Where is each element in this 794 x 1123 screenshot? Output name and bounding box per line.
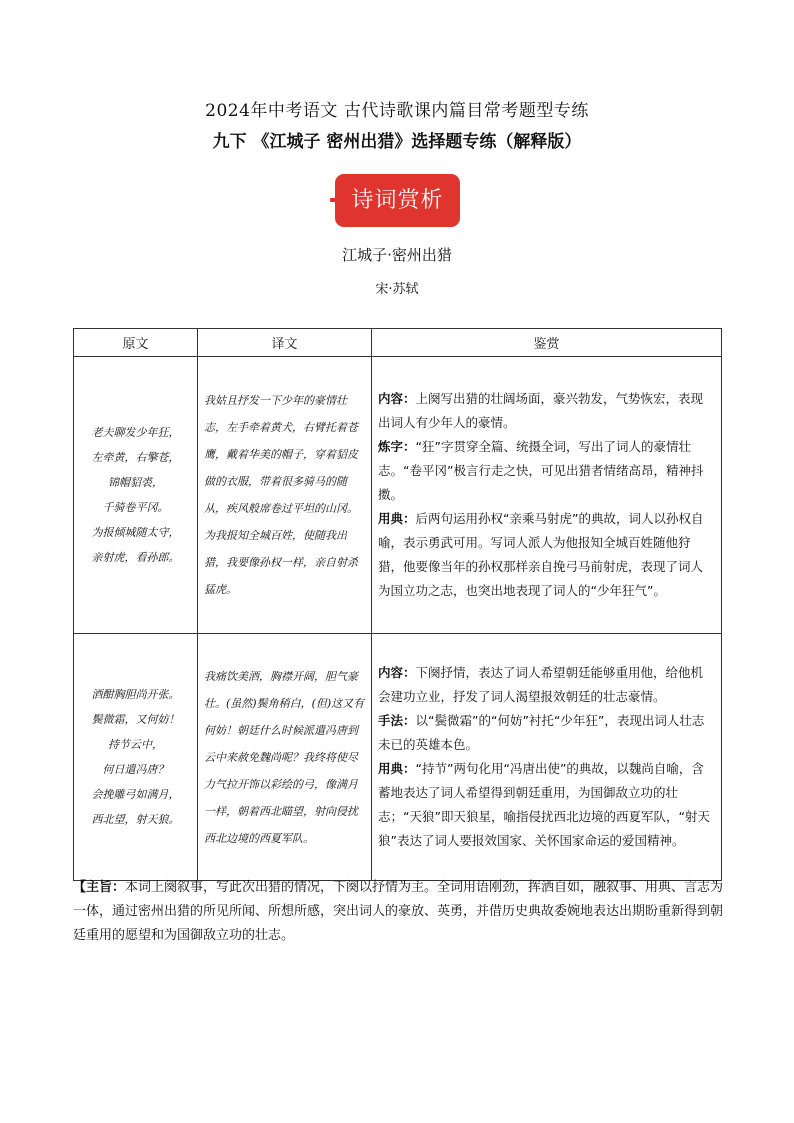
appreciation-text: 下阕抒情，表达了词人希望朝廷能够重用他，给他机会建功立业，抒发了词人渴望报效朝廷的壮志豪情。	[378, 665, 704, 704]
original-line: 锦帽貂裘，	[108, 476, 163, 489]
theme-summary-text: 本词上阕叙事，写此次出猎的情况，下阕以抒情为主。全词用语刚劲，挥洒自如，融叙事、用典、言志为一体，通过密州出猎的所见所闻、所想所感，突出词人的豪放、英勇，并借历史典故委婉地表达出期盼重新得到朝廷重用的愿望和为国御敌立功的壮志。	[73, 880, 724, 943]
poem-analysis-table	[73, 328, 722, 881]
translation-cell: 我姑且抒发一下少年的豪情壮志，左手牵着黄犬，右臂托着苍鹰，戴着华美的帽子，穿着貂皮做的衣服，带着很多骑马的随从，疾风般席卷过平坦的山冈。为我报知全城百姓，使随我出猎，我要像孙权一样，亲自射杀猛虎。	[198, 357, 372, 634]
original-line: 为报倾城随太守，	[91, 526, 180, 539]
appreciation-text: 上阕写出猎的壮阔场面，豪兴勃发，气势恢宏，表现出词人有少年人的豪情。	[378, 391, 704, 430]
translation-cell: 我痛饮美酒，胸襟开阔，胆气豪壮。(虽然)鬓角稍白，(但)这又有何妨！朝廷什么时候派遣冯唐到云中来赦免魏尚呢？我终将使尽力气拉开饰以彩绘的弓，像满月一样，朝着西北瞄望，射向侵扰西北边境的西夏军队。	[198, 634, 372, 881]
original-line: 持节云中，	[108, 738, 163, 751]
poem-title: 江城子·密州出猎	[342, 246, 452, 264]
header-translation: 译文	[198, 329, 372, 357]
section-badge	[331, 174, 460, 227]
appreciation-item	[378, 387, 715, 435]
appreciation-label: 炼字：	[378, 439, 416, 454]
header-original: 原文	[74, 329, 198, 357]
document-subtitle: 九下 《江城子 密州出猎》选择题专练（解释版）	[212, 132, 582, 152]
original-text-cell	[74, 357, 198, 634]
appreciation-text: “持节”两句化用“冯唐出使”的典故，以魏尚自喻，含蓄地表达了词人希望得到朝廷重用，为国御敌立功的壮志；“天狼”即天狼星，喻指侵扰西北边境的西夏军队，“射天狼”表达了词人要报效国家、关怀国家命运的爱国精神。	[378, 761, 710, 848]
appreciation-item	[378, 757, 715, 853]
original-text-cell	[74, 634, 198, 881]
table-row	[74, 357, 722, 634]
theme-summary	[73, 876, 735, 948]
appreciation-item	[378, 435, 715, 507]
appreciation-item	[378, 507, 715, 603]
appreciation-item	[378, 661, 715, 709]
appreciation-label: 手法：	[378, 713, 416, 728]
original-line: 左牵黄，右擎苍，	[91, 451, 180, 464]
original-line: 亲射虎，看孙郎。	[91, 551, 180, 564]
original-line: 酒酣胸胆尚开张。	[91, 688, 180, 701]
appreciation-label: 用典：	[378, 761, 416, 776]
original-line: 何日遣冯唐？	[102, 763, 169, 776]
appreciation-label: 内容：	[378, 391, 416, 406]
original-line: 老夫聊发少年狂，	[91, 426, 180, 439]
section-badge-label: 诗词赏析	[335, 174, 460, 227]
original-line: 会挽雕弓如满月，	[91, 788, 180, 801]
appreciation-cell	[372, 634, 722, 881]
original-line: 千骑卷平冈。	[102, 501, 169, 514]
appreciation-text: 后两句运用孙权“亲乘马射虎”的典故，词人以孙权自喻，表示勇武可用。写词人派人为他报知全城百姓随他狩猎，他要像当年的孙权那样亲自挽弓马前射虎，表现了词人为国立功之志，也突出地表现了词人的“少年狂气”。	[378, 511, 704, 598]
theme-summary-label: 【主旨：	[73, 880, 126, 895]
table-header-row	[74, 329, 722, 357]
table-row	[74, 634, 722, 881]
header-appreciation: 鉴赏	[372, 329, 722, 357]
appreciation-cell	[372, 357, 722, 634]
document-title: 2024年中考语文 古代诗歌课内篇目常考题型专练	[205, 101, 589, 121]
appreciation-label: 内容：	[378, 665, 416, 680]
appreciation-text: “狂”字贯穿全篇、统摄全词，写出了词人的豪情壮志。“卷平冈”极言行走之快，可见出猎者情绪高昂，精神抖擞。	[378, 439, 704, 502]
original-line: 西北望，射天狼。	[91, 813, 180, 826]
appreciation-text: 以“鬓微霜”的“何妨”衬托“少年狂”，表现出词人壮志未已的英雄本色。	[378, 713, 705, 752]
original-line: 鬓微霜，又何妨！	[91, 713, 180, 726]
poem-author: 宋·苏轼	[375, 282, 419, 297]
appreciation-label: 用典：	[378, 511, 416, 526]
appreciation-item	[378, 709, 715, 757]
